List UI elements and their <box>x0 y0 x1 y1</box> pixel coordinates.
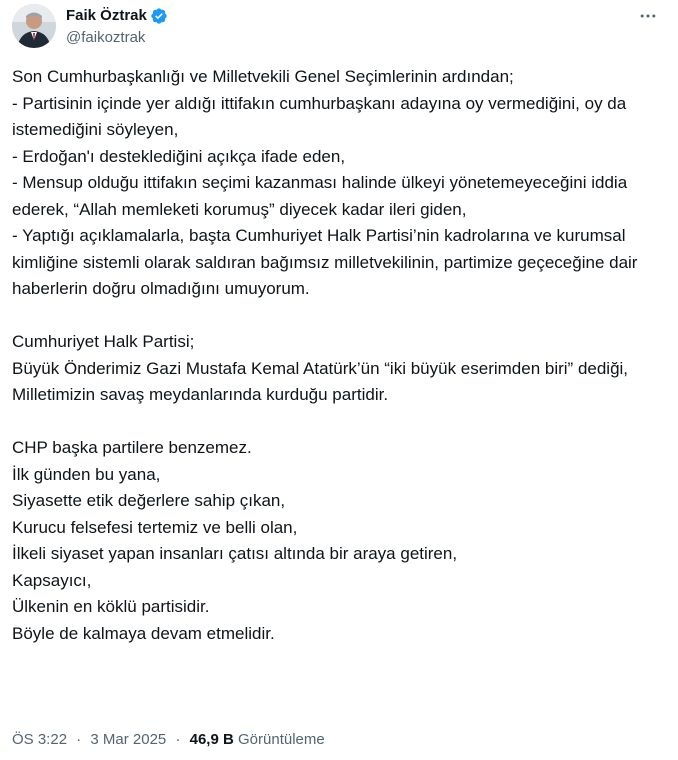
profile-photo-icon <box>12 4 56 48</box>
tweet-meta <box>12 730 325 750</box>
meta-separator: · <box>76 731 82 748</box>
avatar[interactable] <box>12 4 56 48</box>
views-label: Görüntüleme <box>238 731 325 748</box>
more-horizontal-icon[interactable] <box>638 6 658 26</box>
views-count[interactable]: 46,9 B <box>189 731 234 748</box>
tweet-date[interactable]: 3 Mar 2025 <box>90 731 167 748</box>
meta-separator: · <box>175 731 181 748</box>
handle[interactable]: @faikoztrak <box>66 29 146 46</box>
display-name[interactable]: Faik Öztrak <box>66 7 147 24</box>
tweet-time[interactable]: ÖS 3:22 <box>12 731 68 748</box>
verified-badge-icon <box>150 7 168 25</box>
author-names <box>66 6 168 48</box>
tweet-text: Son Cumhurbaşkanlığı ve Milletvekili Genel Seçimlerinin ardından; - Partisinin içinde yer aldığı ittifakın cumhurbaşkanı adayına oy vermediğini, oy da istemediğini söyleyen, - Erdoğan'ı desteklediğini açıkça ifade eden, - Mensup olduğu ittifakın seçimi kazanması halinde ülkeyi yönetemeyeceğini iddia ederek, “Allah memleketi korumuş” diyecek kadar ileri giden, - Yaptığı açıklamalarla, başta Cumhuriyet Halk Partisi’nin kadrolarına ve kurumsal kimliğine sistemli olarak saldıran bağımsız milletvekilinin, partimize geçeceğine dair haberlerin doğru olmadığını umuyorum. Cumhuriyet Halk Partisi; Büyük Önderimiz Gazi Mustafa Kemal Atatürk’ün “iki büyük eserimden biri” dediği, Milletimizin savaş meydanlarında kurduğu partidir. CHP başka partilere benzemez. İlk günden bu yana, Siyasette etik değerlere sahip çıkan, Kurucu felsefesi tertemiz ve belli olan, İlkeli siyaset yapan insanları çatısı altında bir araya getiren, Kapsayıcı, Ülkenin en köklü partisidir. Böyle de kalmaya devam etmelidir. <box>12 67 638 643</box>
tweet-header <box>12 2 666 52</box>
